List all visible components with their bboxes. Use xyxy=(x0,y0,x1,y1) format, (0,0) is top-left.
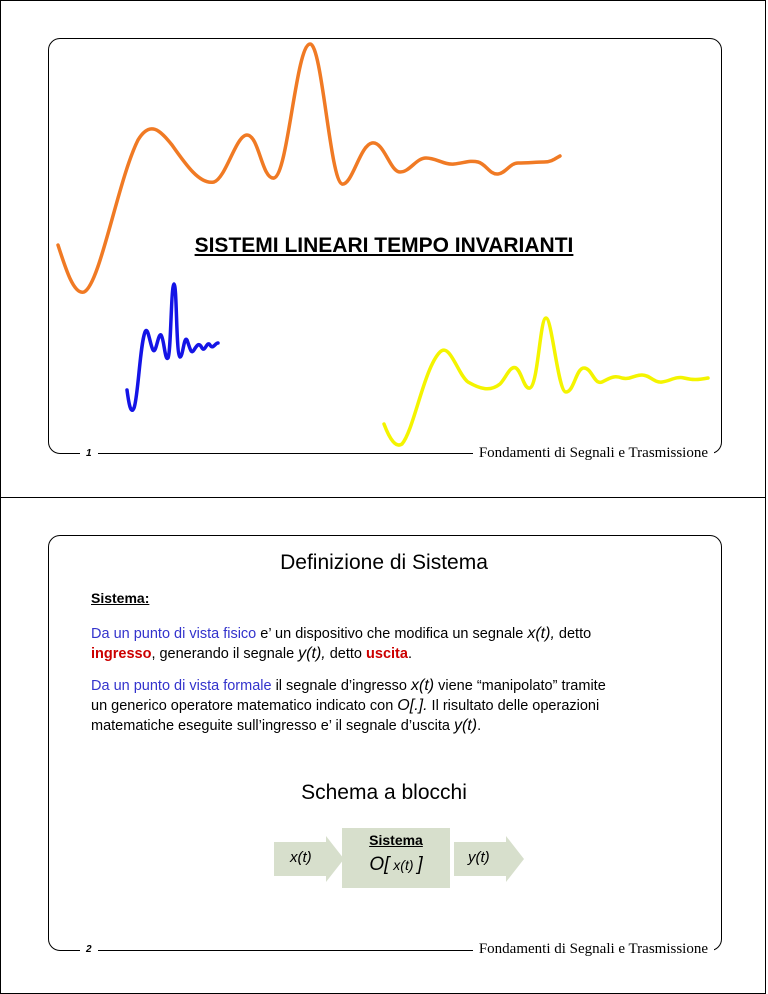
text-fragment: . xyxy=(407,646,412,662)
slide-number: 1 xyxy=(80,448,98,459)
footer-course-name: Fondamenti di Segnali e Trasmissione xyxy=(473,941,714,958)
diagram-heading: Schema a blocchi xyxy=(301,781,467,804)
operator-close: ] xyxy=(417,854,423,875)
text-yt: y(t), xyxy=(298,645,326,662)
blue-wave xyxy=(127,284,218,410)
main-title: SISTEMI LINEARI TEMPO INVARIANTI xyxy=(194,234,574,257)
system-block xyxy=(342,828,450,888)
text-fragment: , generando il segnale xyxy=(151,646,299,662)
text-fragment: matematiche eseguite sull’ingresso e’ il segnale d’uscita xyxy=(91,718,454,734)
operator-open: O[ xyxy=(369,854,390,875)
text-fragment: e’ un dispositivo che modifica un segnale xyxy=(256,626,528,642)
output-label: y(t) xyxy=(468,849,490,866)
text-formal-view: Da un punto di vista formale xyxy=(91,678,272,694)
yellow-wave xyxy=(384,318,708,445)
slide-title: Definizione di Sistema xyxy=(280,551,488,574)
text-fragment: un generico operatore matematico indicato con xyxy=(91,698,398,714)
operator-arg: x(t) xyxy=(389,857,418,873)
block-operator xyxy=(342,854,450,876)
paragraph-physical xyxy=(91,624,691,664)
text-fragment: Il risultato delle operazioni xyxy=(427,698,600,714)
text-yt: y(t) xyxy=(453,717,478,734)
text-fragment: . xyxy=(477,718,482,734)
paragraph-formal xyxy=(91,676,691,736)
text-fragment: detto xyxy=(554,626,592,642)
text-physical-view: Da un punto di vista fisico xyxy=(91,626,257,642)
text-xt: x(t), xyxy=(527,625,555,642)
text-operator: O[.]. xyxy=(397,697,428,714)
slide-number: 2 xyxy=(80,944,98,955)
text-uscita: uscita xyxy=(366,646,408,662)
input-label: x(t) xyxy=(290,849,312,866)
text-fragment: viene “manipolato” tramite xyxy=(434,678,606,694)
block-title: Sistema xyxy=(369,832,423,848)
text-ingresso: ingresso xyxy=(91,646,152,662)
output-arrow xyxy=(454,836,526,882)
text-fragment: il segnale d’ingresso xyxy=(271,678,411,694)
text-fragment: detto xyxy=(325,646,367,662)
section-label: Sistema: xyxy=(91,590,150,606)
footer-course-name: Fondamenti di Segnali e Trasmissione xyxy=(473,445,714,462)
text-xt: x(t) xyxy=(411,677,435,694)
